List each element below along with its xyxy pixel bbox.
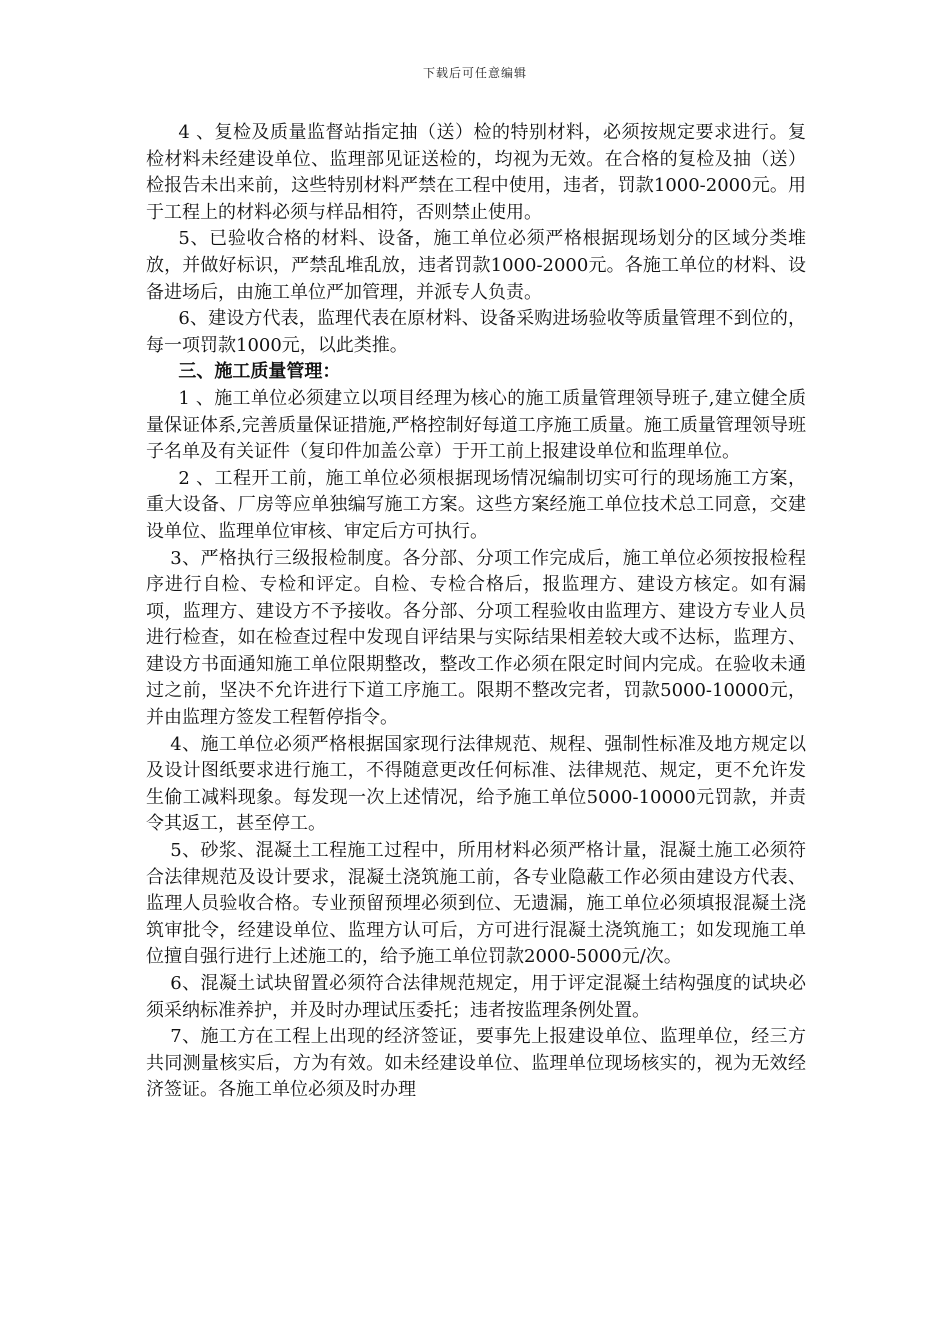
paragraph-quality-item-1: 1 、施工单位必须建立以项目经理为核心的施工质量管理领导班子,建立健全质量保证体系,完善质量保证措施,严格控制好每道工序施工质量。施工质量管理领导班子名单及有关证件（复印件加盖公章）于开工前上报建设单位和监理单位。 [146,387,806,463]
document-body [146,120,806,1104]
paragraph-quality-item-4: 4、施工单位必须严格根据国家现行法律规范、规程、强制性标准及地方规定以及设计图纸要求进行施工，不得随意更改任何标准、法律规范、规定，更不允许发生偷工减料现象。每发现一次上述情况，给予施工单位5000-10000元罚款，并责令其返工，甚至停工。 [146,733,806,835]
paragraph-material-item-4: 4 、复检及质量监督站指定抽（送）检的特别材料，必须按规定要求进行。复检材料未经建设单位、监理部见证送检的，均视为无效。在合格的复检及抽（送）检报告未出来前，这些特别材料严禁在工程中使用，违者，罚款1000-2000元。用于工程上的材料必须与样品相符，否则禁止使用。 [146,122,806,223]
paragraph-quality-item-7: 7、施工方在工程上出现的经济签证，要事先上报建设单位、监理单位，经三方共同测量核实后，方为有效。如未经建设单位、监理单位现场核实的，视为无效经济签证。各施工单位必须及时办理 [146,1026,806,1101]
paragraph-quality-item-5: 5、砂浆、混凝土工程施工过程中，所用材料必须严格计量，混凝土施工必须符合法律规范及设计要求，混凝土浇筑施工前，各专业隐蔽工作必须由建设方代表、监理人员验收合格。专业预留预埋必须到位、无遗漏，施工单位必须填报混凝土浇筑审批令，经建设单位、监理方认可后，方可进行混凝土浇筑施工；如发现施工单位擅自强行进行上述施工的，给予施工单位罚款2000-5000元/次。 [146,840,806,968]
paragraph-material-item-6: 6、建设方代表，监理代表在原材料、设备采购进场验收等质量管理不到位的，每一项罚款1000元，以此类推。 [146,308,806,356]
page-header-note: 下载后可任意编辑 [422,66,527,80]
paragraph-quality-item-3: 3、严格执行三级报检制度。各分部、分项工作完成后，施工单位必须按报检程序进行自检、专检和评定。自检、专检合格后，报监理方、建设方核定。如有漏项，监理方、建设方不予接收。各分部、分项工程验收由监理方、建设方专业人员进行检查，如在检查过程中发现自评结果与实际结果相差较大或不达标，监理方、建设方书面通知施工单位限期整改，整改工作必须在限定时间内完成。在验收未通过之前，坚决不允许进行下道工序施工。限期不整改完者，罚款5000-10000元，并由监理方签发工程暂停指令。 [146,547,806,729]
paragraph-quality-item-2: 2 、工程开工前，施工单位必须根据现场情况编制切实可行的现场施工方案，重大设备、厂房等应单独编写施工方案。这些方案经施工单位技术总工同意，交建设单位、监理单位审核、审定后方可执行。 [146,467,806,542]
paragraph-material-item-5: 5、已验收合格的材料、设备，施工单位必须严格根据现场划分的区域分类堆放，并做好标识，严禁乱堆乱放，违者罚款1000-2000元。各施工单位的材料、设备进场后，由施工单位严加管理，并派专人负责。 [146,228,806,303]
paragraph-quality-item-6: 6、混凝土试块留置必须符合法律规范规定，用于评定混凝土结构强度的试块必须采纳标准养护，并及时办理试压委托；违者按监理条例处置。 [146,973,806,1021]
section-heading-construction-quality: 三、施工质量管理： [178,361,341,383]
